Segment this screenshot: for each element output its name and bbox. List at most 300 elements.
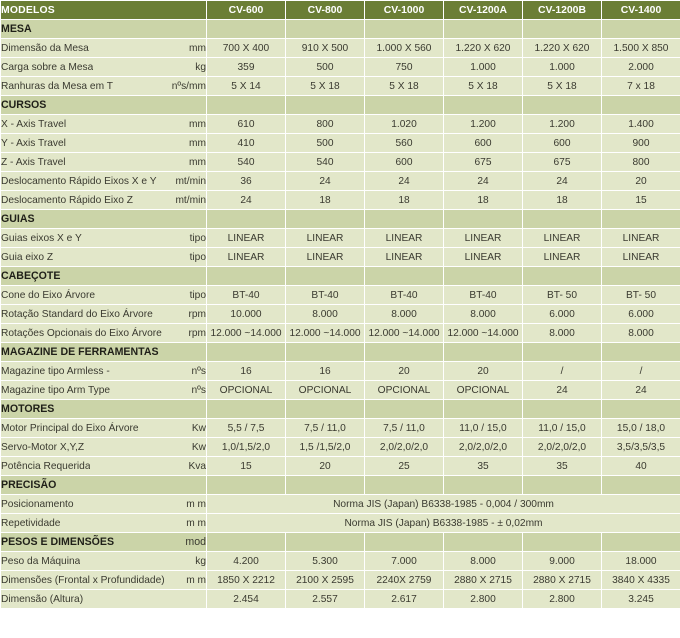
section-filler-cell (523, 533, 602, 552)
spec-value: 600 (523, 134, 602, 153)
section-filler-cell (286, 267, 365, 286)
section-row (1, 20, 680, 39)
spec-row (1, 495, 680, 514)
spec-value: LINEAR (365, 229, 444, 248)
spec-value: 2240X 2759 (365, 571, 444, 590)
spec-row (1, 172, 680, 191)
spec-value: / (523, 362, 602, 381)
spec-value: 4.200 (207, 552, 286, 571)
section-title-cell (1, 343, 207, 362)
spec-value: LINEAR (523, 229, 602, 248)
spec-label-cell (1, 514, 207, 533)
spec-value: 8.000 (523, 324, 602, 343)
spec-label: Potência Requerida (1, 460, 91, 472)
spec-value: 2.000 (602, 58, 680, 77)
spec-row (1, 381, 680, 400)
section-filler-cell (602, 267, 680, 286)
spec-value: 3,5/3,5/3,5 (602, 438, 680, 457)
spec-label: Carga sobre a Mesa (1, 61, 94, 73)
spec-label-cell (1, 381, 207, 400)
model-heading: CV-600 (207, 1, 286, 20)
spec-value: 1.020 (365, 115, 444, 134)
spec-value: 12.000 ~14.000 (365, 324, 444, 343)
spec-value: 12.000 ~14.000 (207, 324, 286, 343)
spec-unit: tipo (189, 251, 206, 263)
spec-unit: mm (189, 156, 206, 168)
spec-value: 16 (207, 362, 286, 381)
spec-value: 35 (444, 457, 523, 476)
spec-value: 5 X 18 (523, 77, 602, 96)
spec-value: 24 (523, 172, 602, 191)
spec-label-cell (1, 172, 207, 191)
spec-value: LINEAR (523, 248, 602, 267)
spec-value: 2100 X 2595 (286, 571, 365, 590)
spec-value: 2,0/2,0/2,0 (444, 438, 523, 457)
spec-value: 1.220 X 620 (444, 39, 523, 58)
spec-unit: tipo (189, 289, 206, 301)
spec-value: 700 X 400 (207, 39, 286, 58)
spec-label-cell (1, 39, 207, 58)
spec-value: 2.800 (523, 590, 602, 609)
section-title: CURSOS (1, 98, 47, 111)
spec-value: 24 (286, 172, 365, 191)
spec-table-body (1, 1, 680, 609)
section-title: PESOS E DIMENSÕES (1, 535, 115, 548)
spec-label: Guias eixos X e Y (1, 232, 82, 244)
spec-label: X - Axis Travel (1, 118, 67, 130)
spec-value: BT-40 (207, 286, 286, 305)
section-filler-cell (286, 476, 365, 495)
spec-label-cell (1, 58, 207, 77)
spec-unit: rpm (188, 327, 206, 339)
spec-unit: Kw (191, 422, 206, 434)
spec-value: 2.617 (365, 590, 444, 609)
section-title: CABEÇOTE (1, 269, 61, 282)
spec-value: 7,5 / 11,0 (365, 419, 444, 438)
spec-value: 1850 X 2212 (207, 571, 286, 590)
spec-value: 20 (444, 362, 523, 381)
spec-row (1, 153, 680, 172)
spec-label: Deslocamento Rápido Eixos X e Y (1, 175, 157, 187)
spec-label-cell (1, 419, 207, 438)
section-title-cell (1, 210, 207, 229)
spec-row (1, 229, 680, 248)
spec-label: Guia eixo Z (1, 251, 54, 263)
section-title-cell (1, 533, 207, 552)
model-heading: CV-1200B (523, 1, 602, 20)
section-title-cell (1, 400, 207, 419)
spec-value: 36 (207, 172, 286, 191)
section-filler-cell (602, 476, 680, 495)
section-row (1, 533, 680, 552)
spec-value: 15 (602, 191, 680, 210)
spec-label: Magazine tipo Armless - (1, 365, 110, 377)
spec-unit: m m (186, 498, 206, 510)
spec-value: 10.000 (207, 305, 286, 324)
spec-row (1, 248, 680, 267)
spec-value: 24 (523, 381, 602, 400)
spec-unit: rpm (188, 308, 206, 320)
spec-value: 5 X 14 (207, 77, 286, 96)
spec-label: Peso da Máquina (1, 555, 81, 567)
spec-label: Rotação Standard do Eixo Árvore (1, 308, 153, 320)
spec-row (1, 58, 680, 77)
section-filler-cell (365, 533, 444, 552)
spec-value: 20 (602, 172, 680, 191)
spec-label: Rotações Opcionais do Eixo Árvore (1, 327, 162, 339)
section-filler-cell (444, 210, 523, 229)
spec-value: 8.000 (286, 305, 365, 324)
spec-value: 2.454 (207, 590, 286, 609)
section-title-cell (1, 476, 207, 495)
spec-value: 359 (207, 58, 286, 77)
spec-value: 1.000 X 560 (365, 39, 444, 58)
spec-row (1, 305, 680, 324)
spec-label: Deslocamento Rápido Eixo Z (1, 194, 133, 206)
spec-value: 3.245 (602, 590, 680, 609)
spec-row (1, 191, 680, 210)
spec-value: BT-40 (286, 286, 365, 305)
spec-value: 5,5 / 7,5 (207, 419, 286, 438)
spec-unit: Kva (188, 460, 206, 472)
spec-label: Servo-Motor X,Y,Z (1, 441, 85, 453)
spec-value: 20 (286, 457, 365, 476)
section-title: GUIAS (1, 212, 35, 225)
spec-value: LINEAR (602, 229, 680, 248)
spec-span-value: Norma JIS (Japan) B6338-1985 - 0,004 / 300mm (207, 495, 680, 514)
spec-value: 1,0/1,5/2,0 (207, 438, 286, 457)
section-filler-cell (523, 476, 602, 495)
spec-unit: kg (195, 61, 206, 73)
models-heading: MODELOS (1, 1, 207, 20)
spec-unit: Kw (191, 441, 206, 453)
spec-value: 2880 X 2715 (444, 571, 523, 590)
spec-unit: nºs/mm (171, 80, 206, 92)
spec-value: 8.000 (444, 552, 523, 571)
spec-value: 11,0 / 15,0 (444, 419, 523, 438)
spec-value: 2,0/2,0/2,0 (523, 438, 602, 457)
spec-value: 11,0 / 15,0 (523, 419, 602, 438)
spec-value: 540 (207, 153, 286, 172)
section-filler-cell (207, 210, 286, 229)
spec-unit: m m (186, 517, 206, 529)
spec-value: 18 (286, 191, 365, 210)
section-filler-cell (602, 210, 680, 229)
spec-value: 6.000 (523, 305, 602, 324)
section-filler-cell (523, 96, 602, 115)
spec-unit: tipo (189, 232, 206, 244)
spec-value: 40 (602, 457, 680, 476)
section-filler-cell (365, 400, 444, 419)
spec-value: LINEAR (286, 229, 365, 248)
spec-value: 24 (444, 172, 523, 191)
section-title: MAGAZINE DE FERRAMENTAS (1, 345, 159, 358)
section-filler-cell (365, 96, 444, 115)
spec-value: OPCIONAL (207, 381, 286, 400)
spec-value: 1,5 /1,5/2,0 (286, 438, 365, 457)
spec-value: LINEAR (444, 229, 523, 248)
section-filler-cell (207, 20, 286, 39)
section-title: PRECISÃO (1, 478, 57, 491)
spec-value: LINEAR (207, 229, 286, 248)
spec-value: 5 X 18 (286, 77, 365, 96)
spec-value: 24 (602, 381, 680, 400)
model-heading: CV-1400 (602, 1, 680, 20)
spec-row (1, 286, 680, 305)
spec-value: 2.557 (286, 590, 365, 609)
section-filler-cell (207, 533, 286, 552)
spec-value: 410 (207, 134, 286, 153)
spec-value: 18.000 (602, 552, 680, 571)
spec-value: LINEAR (207, 248, 286, 267)
spec-value: 500 (286, 134, 365, 153)
spec-value: LINEAR (602, 248, 680, 267)
section-filler-cell (286, 343, 365, 362)
spec-value: 7 x 18 (602, 77, 680, 96)
spec-unit: nºs (191, 365, 206, 377)
spec-value: 500 (286, 58, 365, 77)
spec-value: LINEAR (286, 248, 365, 267)
spec-row (1, 77, 680, 96)
section-row (1, 96, 680, 115)
spec-value: 2.800 (444, 590, 523, 609)
spec-label: Dimensão da Mesa (1, 42, 89, 54)
spec-label-cell (1, 229, 207, 248)
spec-value: 8.000 (602, 324, 680, 343)
spec-value: 900 (602, 134, 680, 153)
spec-value: 2,0/2,0/2,0 (365, 438, 444, 457)
spec-label-cell (1, 362, 207, 381)
spec-value: 15,0 / 18,0 (602, 419, 680, 438)
spec-value: 5.300 (286, 552, 365, 571)
spec-unit: mm (189, 137, 206, 149)
spec-value: 600 (365, 153, 444, 172)
spec-value: 560 (365, 134, 444, 153)
section-filler-cell (523, 210, 602, 229)
model-heading: CV-1200A (444, 1, 523, 20)
spec-label: Motor Principal do Eixo Árvore (1, 422, 139, 434)
spec-value: 8.000 (365, 305, 444, 324)
spec-label-cell (1, 248, 207, 267)
spec-value: 675 (523, 153, 602, 172)
spec-label: Posicionamento (1, 498, 74, 510)
spec-value: OPCIONAL (444, 381, 523, 400)
section-row (1, 210, 680, 229)
spec-row (1, 552, 680, 571)
spec-value: 800 (602, 153, 680, 172)
spec-value: LINEAR (444, 248, 523, 267)
spec-row (1, 362, 680, 381)
spec-label-cell (1, 571, 207, 590)
header-row (1, 1, 680, 20)
spec-value: OPCIONAL (286, 381, 365, 400)
section-filler-cell (523, 343, 602, 362)
spec-value: 540 (286, 153, 365, 172)
spec-value: 7,5 / 11,0 (286, 419, 365, 438)
spec-label-cell (1, 590, 207, 609)
spec-value: BT-40 (365, 286, 444, 305)
spec-value: 12.000 ~14.000 (444, 324, 523, 343)
section-filler-cell (602, 400, 680, 419)
section-filler-cell (365, 20, 444, 39)
section-title: MESA (1, 22, 32, 35)
section-title-cell (1, 20, 207, 39)
spec-label-cell (1, 324, 207, 343)
spec-row (1, 39, 680, 58)
spec-value: 20 (365, 362, 444, 381)
spec-label-cell (1, 115, 207, 134)
section-filler-cell (602, 343, 680, 362)
section-filler-cell (365, 267, 444, 286)
spec-value: 9.000 (523, 552, 602, 571)
section-title-cell (1, 96, 207, 115)
spec-label-cell (1, 286, 207, 305)
spec-value: 800 (286, 115, 365, 134)
spec-label-cell (1, 77, 207, 96)
spec-value: 18 (365, 191, 444, 210)
section-title: MOTORES (1, 402, 55, 415)
spec-value: 610 (207, 115, 286, 134)
spec-value: 35 (523, 457, 602, 476)
section-filler-cell (602, 533, 680, 552)
spec-value: 24 (365, 172, 444, 191)
section-filler-cell (523, 400, 602, 419)
section-filler-cell (207, 476, 286, 495)
spec-label: Magazine tipo Arm Type (1, 384, 111, 396)
spec-value: 1.500 X 850 (602, 39, 680, 58)
spec-value: 3840 X 4335 (602, 571, 680, 590)
spec-label-cell (1, 153, 207, 172)
spec-value: 12.000 ~14.000 (286, 324, 365, 343)
section-row (1, 267, 680, 286)
spec-value: 750 (365, 58, 444, 77)
spec-row (1, 457, 680, 476)
spec-label: Dimensão (Altura) (1, 593, 84, 605)
section-filler-cell (444, 96, 523, 115)
section-filler-cell (286, 210, 365, 229)
spec-value: 910 X 500 (286, 39, 365, 58)
spec-row (1, 324, 680, 343)
section-filler-cell (286, 20, 365, 39)
spec-row (1, 590, 680, 609)
model-heading: CV-1000 (365, 1, 444, 20)
spec-value: 7.000 (365, 552, 444, 571)
spec-value: 1.000 (444, 58, 523, 77)
spec-value: 5 X 18 (365, 77, 444, 96)
section-row (1, 476, 680, 495)
spec-label-cell (1, 191, 207, 210)
section-filler-cell (286, 533, 365, 552)
spec-value: 1.000 (523, 58, 602, 77)
section-filler-cell (286, 400, 365, 419)
section-filler-cell (444, 20, 523, 39)
spec-unit: mm (189, 42, 206, 54)
section-filler-cell (602, 96, 680, 115)
spec-label-cell (1, 134, 207, 153)
section-row (1, 400, 680, 419)
spec-label-cell (1, 495, 207, 514)
spec-span-value: Norma JIS (Japan) B6338-1985 - ± 0,02mm (207, 514, 680, 533)
spec-unit: kg (195, 555, 206, 567)
spec-value: 1.400 (602, 115, 680, 134)
spec-value: 18 (444, 191, 523, 210)
spec-row (1, 115, 680, 134)
spec-value: 25 (365, 457, 444, 476)
spec-label: Cone do Eixo Árvore (1, 289, 96, 301)
spec-value: BT-40 (444, 286, 523, 305)
model-heading: CV-800 (286, 1, 365, 20)
spec-value: 24 (207, 191, 286, 210)
spec-row (1, 438, 680, 457)
spec-value: 2880 X 2715 (523, 571, 602, 590)
spec-value: 5 X 18 (444, 77, 523, 96)
spec-value: 1.220 X 620 (523, 39, 602, 58)
section-filler-cell (444, 267, 523, 286)
spec-unit: mt/min (175, 175, 206, 187)
section-filler-cell (523, 267, 602, 286)
section-filler-cell (365, 476, 444, 495)
section-filler-cell (207, 96, 286, 115)
section-filler-cell (365, 210, 444, 229)
spec-value: BT- 50 (602, 286, 680, 305)
spec-label-cell (1, 552, 207, 571)
spec-label: Repetividade (1, 517, 61, 529)
section-filler-cell (365, 343, 444, 362)
spec-value: 1.200 (523, 115, 602, 134)
section-filler-cell (444, 476, 523, 495)
section-title-cell (1, 267, 207, 286)
spec-value: 18 (523, 191, 602, 210)
spec-label-cell (1, 438, 207, 457)
spec-label: Ranhuras da Mesa em T (1, 80, 113, 92)
spec-unit: mm (189, 118, 206, 130)
spec-label-cell (1, 457, 207, 476)
spec-value: 1.200 (444, 115, 523, 134)
spec-value: 600 (444, 134, 523, 153)
section-unit: mod (185, 535, 206, 548)
spec-row (1, 571, 680, 590)
spec-value: 6.000 (602, 305, 680, 324)
section-filler-cell (523, 20, 602, 39)
spec-label: Z - Axis Travel (1, 156, 66, 168)
section-filler-cell (207, 267, 286, 286)
spec-value: 8.000 (444, 305, 523, 324)
section-row (1, 343, 680, 362)
spec-label: Y - Axis Travel (1, 137, 66, 149)
section-filler-cell (286, 96, 365, 115)
spec-row (1, 514, 680, 533)
spec-value: LINEAR (365, 248, 444, 267)
spec-value: OPCIONAL (365, 381, 444, 400)
section-filler-cell (602, 20, 680, 39)
spec-unit: m m (186, 574, 206, 586)
spec-value: 15 (207, 457, 286, 476)
spec-unit: nºs (191, 384, 206, 396)
section-filler-cell (207, 400, 286, 419)
spec-value: / (602, 362, 680, 381)
spec-value: 675 (444, 153, 523, 172)
spec-label-cell (1, 305, 207, 324)
spec-row (1, 419, 680, 438)
spec-unit: mt/min (175, 194, 206, 206)
section-filler-cell (444, 533, 523, 552)
spec-label: Dimensões (Frontal x Profundidade) (1, 574, 165, 586)
spec-row (1, 134, 680, 153)
section-filler-cell (207, 343, 286, 362)
spec-value: BT- 50 (523, 286, 602, 305)
spec-value: 16 (286, 362, 365, 381)
section-filler-cell (444, 343, 523, 362)
